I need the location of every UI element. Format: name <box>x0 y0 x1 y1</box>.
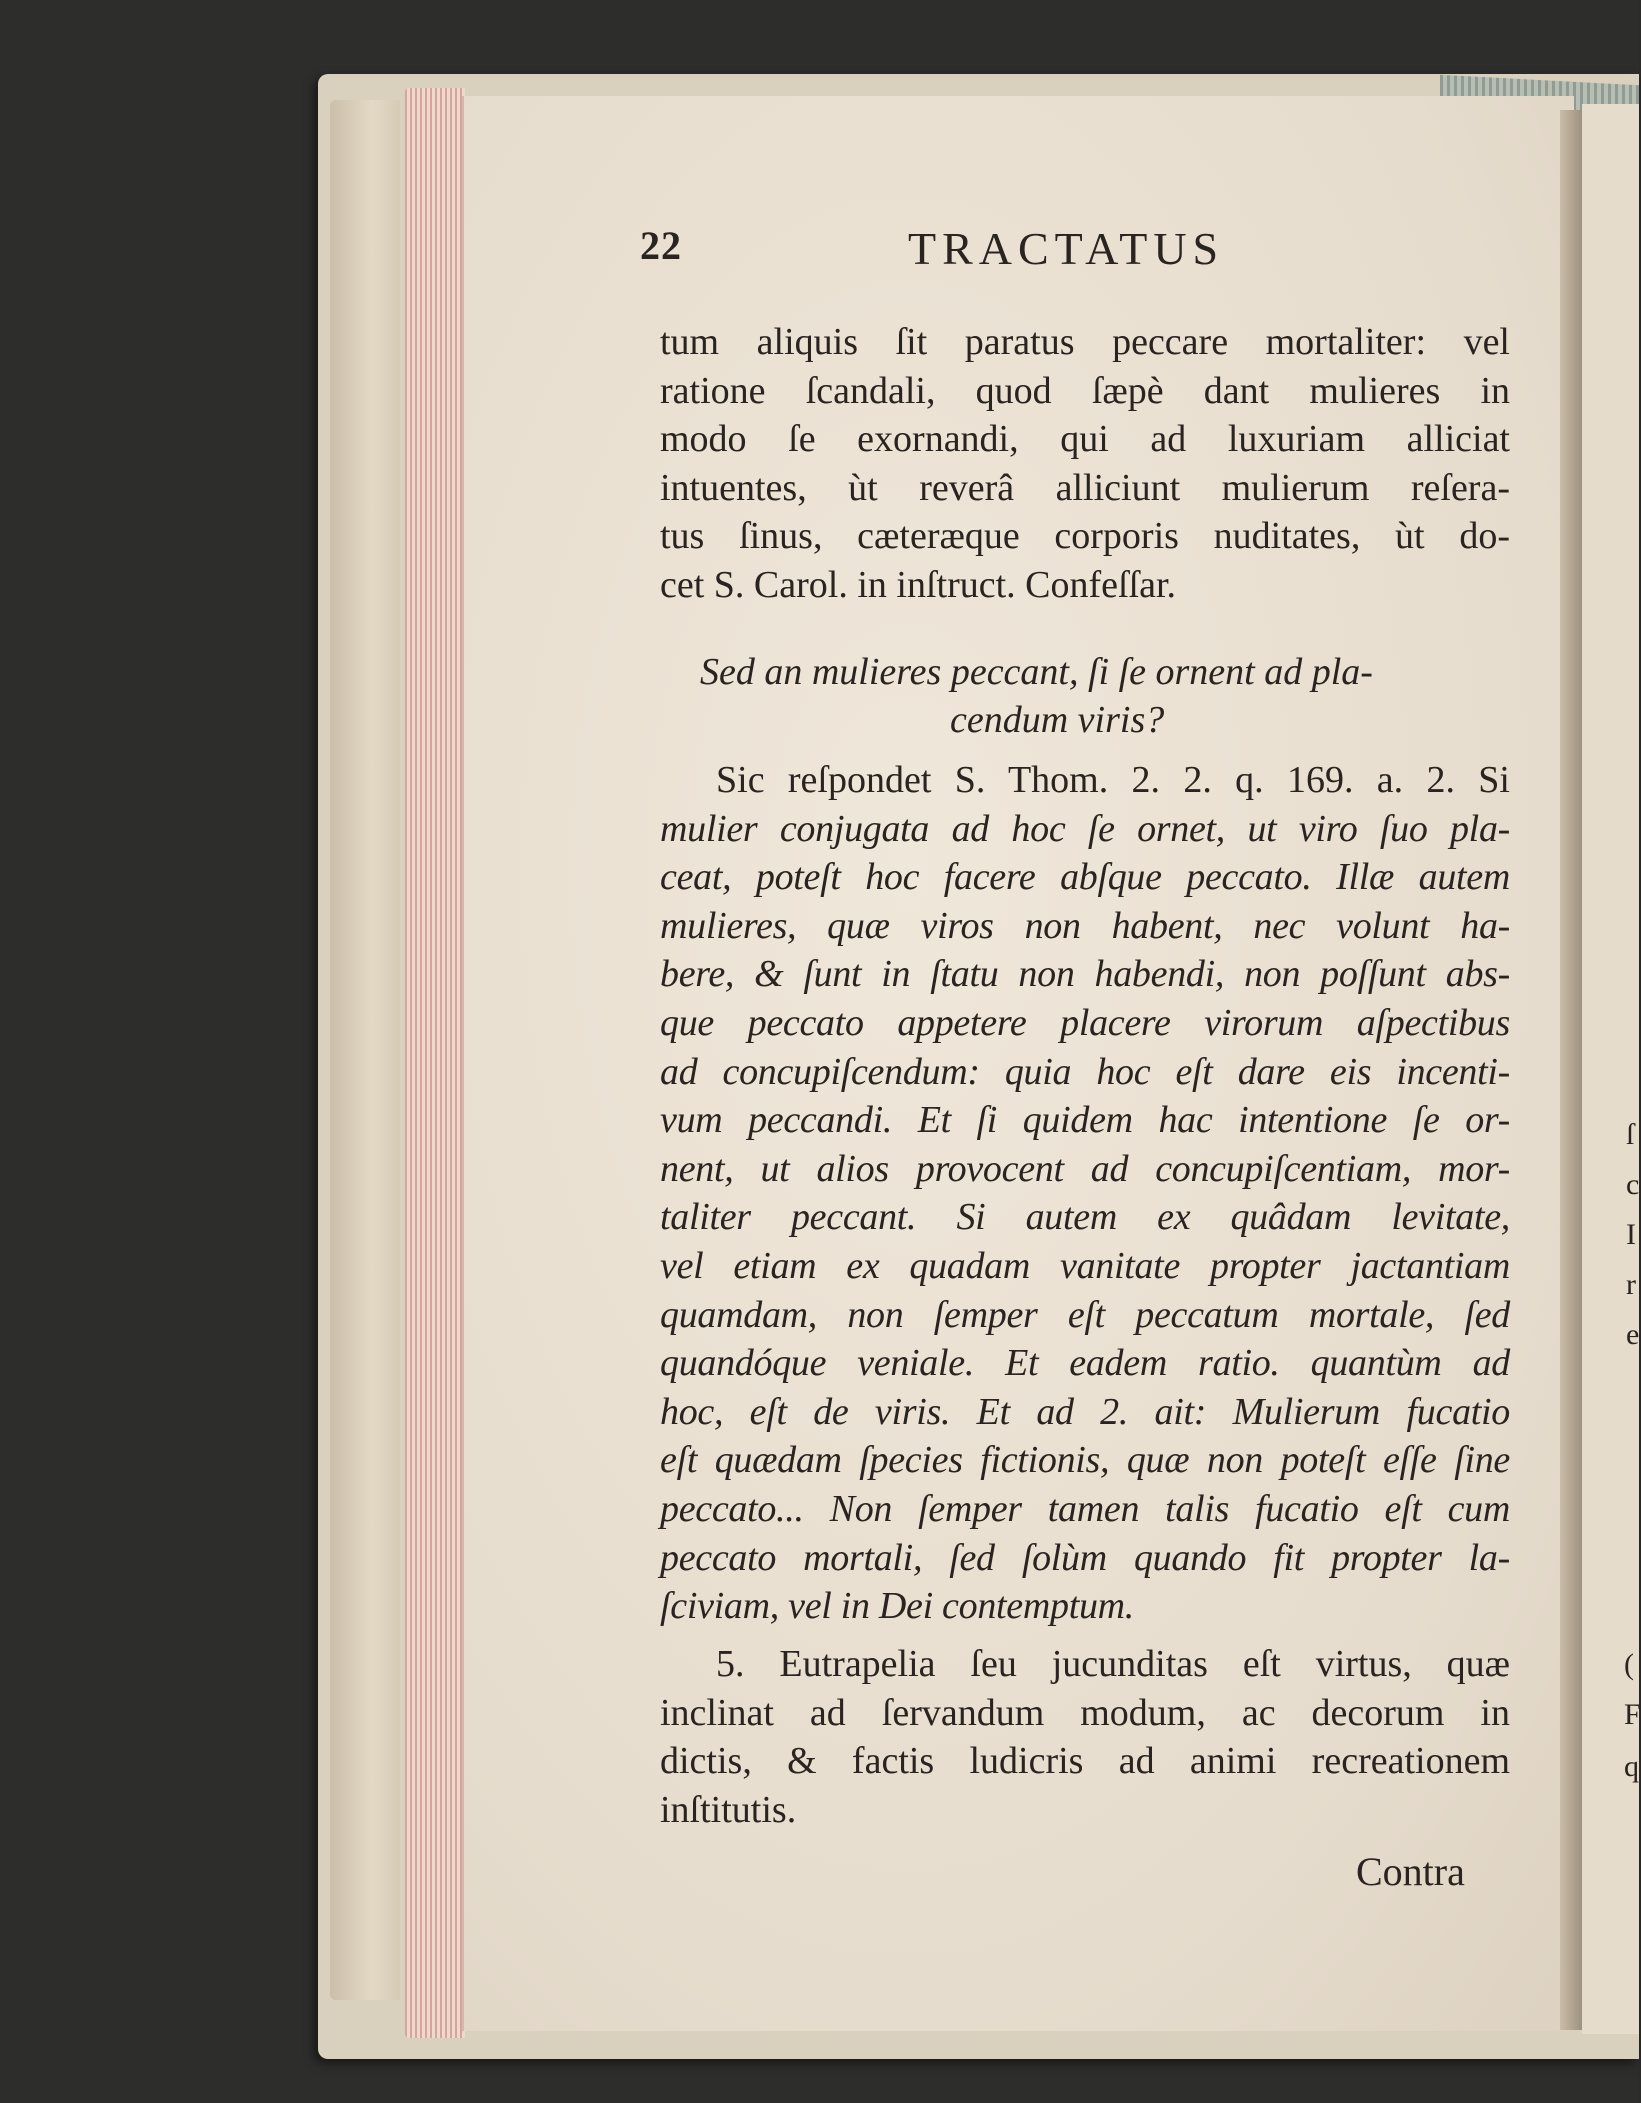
text-line: 5. Eutrapelia ſeu jucunditas eſt virtus, quæ <box>716 1643 1510 1685</box>
question-heading <box>660 648 1510 744</box>
text-line: vel etiam ex quadam vanitate propter jactantiam <box>660 1244 1510 1287</box>
text-line: tum aliquis ſit paratus peccare mortaliter: vel <box>660 321 1510 363</box>
text-line: taliter peccant. Si autem ex quâdam levitate, <box>660 1196 1510 1239</box>
facing-page-mark: I <box>1626 1218 1636 1251</box>
facing-page-mark: c <box>1626 1168 1640 1201</box>
page-number: 22 <box>640 223 682 268</box>
facing-page-mark: ſ <box>1626 1118 1635 1151</box>
text-line: intuentes, ùt reverâ alliciunt mulierum reſera- <box>660 466 1510 509</box>
facing-page-mark: F <box>1624 1698 1641 1731</box>
paragraph-answer <box>660 756 1510 1631</box>
text-line: peccato mortali, ſed ſolùm quando fit propter la- <box>660 1536 1510 1579</box>
text-line: eſt quædam ſpecies fictionis, quæ non poteſt eſſe ſine <box>660 1439 1510 1482</box>
cover-spine-edge <box>330 100 400 2000</box>
text-line: ſciviam, vel in Dei contemptum. <box>660 1585 1134 1628</box>
text-line: mulier conjugata ad hoc ſe ornet, ut viro ſuo pla- <box>660 807 1510 850</box>
text-line: ad concupiſcendum: quia hoc eſt dare eis incenti- <box>660 1050 1510 1093</box>
text-line: peccato... Non ſemper tamen talis fucatio eſt cum <box>660 1487 1510 1530</box>
heading-line: cendum viris? <box>950 699 1165 741</box>
text-line: que peccato appetere placere virorum aſpectibus <box>660 1001 1510 1044</box>
facing-page-mark: q <box>1624 1750 1639 1783</box>
heading-line: Sed an mulieres peccant, ſi ſe ornent ad pla- <box>700 651 1373 693</box>
text-line: nent, ut alios provocent ad concupiſcentiam, mor- <box>660 1147 1510 1190</box>
paragraph-five <box>660 1640 1510 1834</box>
page-header <box>640 222 1280 282</box>
red-page-edges <box>405 88 465 2038</box>
text-line: ratione ſcandali, quod ſæpè dant mulieres in <box>660 369 1510 412</box>
text-line: quamdam, non ſemper eſt peccatum mortale, ſed <box>660 1293 1510 1336</box>
text-line: mulieres, quæ viros non habent, nec volunt ha- <box>660 904 1510 947</box>
text-line: inclinat ad ſervandum modum, ac decorum in <box>660 1691 1510 1734</box>
facing-page <box>1582 104 1639 2034</box>
book-gutter <box>1560 110 1582 2030</box>
text-line: ceat, poteſt hoc facere abſque peccato. Illæ autem <box>660 856 1510 899</box>
running-title: TRACTATUS <box>908 223 1225 274</box>
text-line: Sic reſpondet S. Thom. 2. 2. q. 169. a. 2. Si <box>716 759 1510 801</box>
text-line: modo ſe exornandi, qui ad luxuriam alliciat <box>660 418 1510 461</box>
text-line: hoc, eſt de viris. Et ad 2. ait: Mulierum fucatio <box>660 1390 1510 1433</box>
facing-page-mark: ( <box>1624 1648 1634 1681</box>
text-line: dictis, & factis ludicris ad animi recreationem <box>660 1740 1510 1783</box>
paragraph-top <box>660 318 1510 610</box>
catchword: Contra <box>1356 1849 1465 1894</box>
text-line: bere, & ſunt in ſtatu non habendi, non poſſunt abs- <box>660 953 1510 996</box>
text-line: quandóque veniale. Et eadem ratio. quantùm ad <box>660 1342 1510 1385</box>
text-line: tus ſinus, cæteræque corporis nuditates, ùt do- <box>660 515 1510 558</box>
facing-page-mark: r <box>1626 1268 1636 1301</box>
text-line: cet S. Carol. in inſtruct. Confeſſar. <box>660 563 1177 606</box>
facing-page-mark: e <box>1626 1318 1640 1351</box>
text-line: vum peccandi. Et ſi quidem hac intentione ſe or- <box>660 1099 1510 1142</box>
text-line: inſtitutis. <box>660 1788 797 1831</box>
